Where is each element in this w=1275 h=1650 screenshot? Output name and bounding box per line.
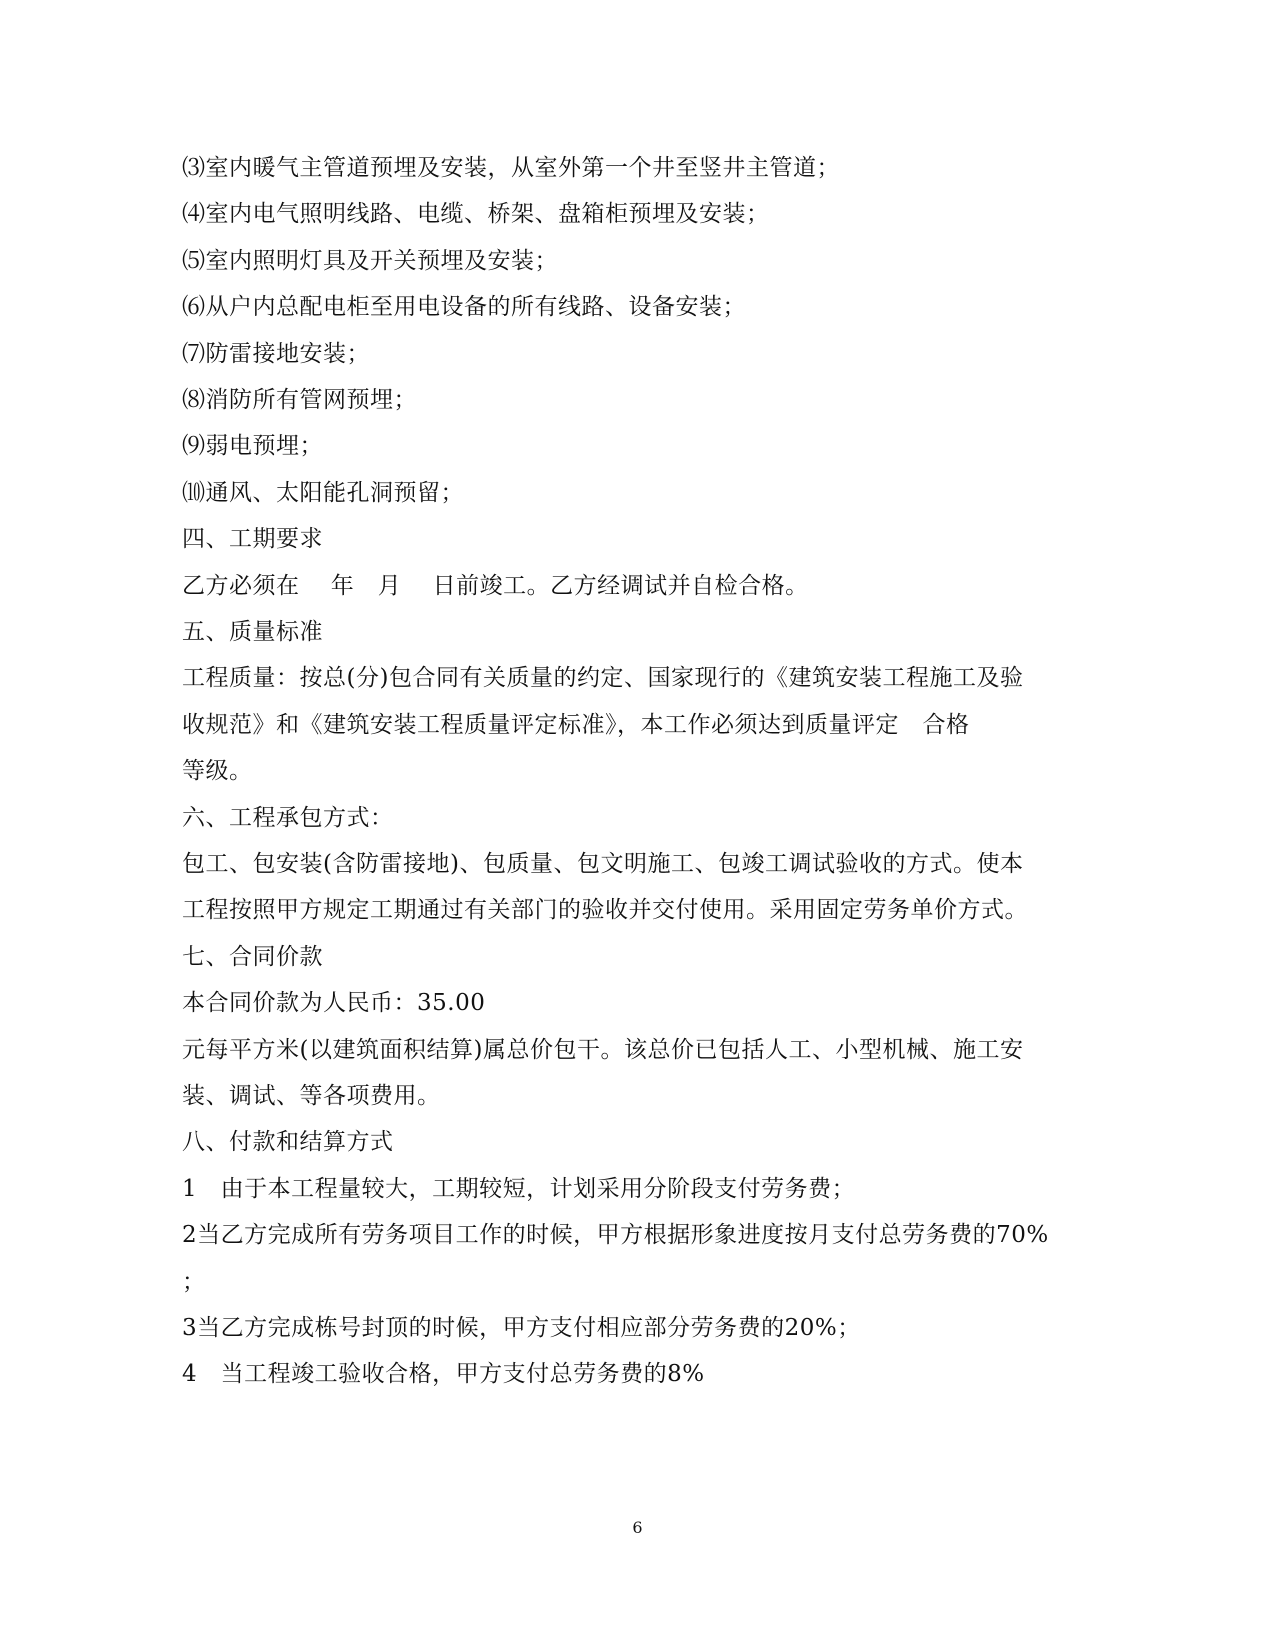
text-line: 装、调试、等各项费用。 <box>182 1083 441 1109</box>
text-line: 等级。 <box>182 758 253 784</box>
text-line: 1 由于本工程量较大，工期较短，计划采用分阶段支付劳务费； <box>182 1176 856 1202</box>
text-line: 元每平方米(以建筑面积结算)属总价包干。该总价已包括人工、小型机械、施工安 <box>182 1037 1024 1063</box>
section-heading: 五、质量标准 <box>182 619 323 645</box>
text-line: ⑹从户内总配电柜至用电设备的所有线路、设备安装； <box>182 294 746 320</box>
section-heading: 六、工程承包方式： <box>182 805 394 831</box>
section-heading: 七、合同价款 <box>182 944 323 970</box>
text-line: ⑷室内电气照明线路、电缆、桥架、盘箱柜预埋及安装； <box>182 201 770 227</box>
text-line: ⑸室内照明灯具及开关预埋及安装； <box>182 248 558 274</box>
section-heading: 四、工期要求 <box>182 526 323 552</box>
text-line: ⑽通风、太阳能孔洞预留； <box>182 480 464 506</box>
text-line: 包工、包安装(含防雷接地)、包质量、包文明施工、包竣工调试验收的方式。使本 <box>182 851 1024 877</box>
text-line: 2当乙方完成所有劳务项目工作的时候，甲方根据形象进度按月支付总劳务费的70% <box>182 1222 1049 1248</box>
text-line: 乙方必须在 年 月 日前竣工。乙方经调试并自检合格。 <box>182 573 809 599</box>
section-heading: 八、付款和结算方式 <box>182 1129 394 1155</box>
text-line: 工程按照甲方规定工期通过有关部门的验收并交付使用。采用固定劳务单价方式。 <box>182 897 1028 923</box>
text-line: ⑺防雷接地安装； <box>182 341 370 367</box>
text-line: 收规范》和《建筑安装工程质量评定标准》，本工作必须达到质量评定 合格 <box>182 712 970 738</box>
text-line: 4 当工程竣工验收合格，甲方支付总劳务费的8% <box>182 1361 705 1387</box>
page-number: 6 <box>632 1518 643 1537</box>
text-line: 3当乙方完成栋号封顶的时候，甲方支付相应部分劳务费的20%； <box>182 1315 861 1341</box>
text-line: ⑻消防所有管网预埋； <box>182 387 417 413</box>
text-line: 工程质量：按总(分)包合同有关质量的约定、国家现行的《建筑安装工程施工及验 <box>182 665 1024 691</box>
text-line: ⑶室内暖气主管道预埋及安装，从室外第一个井至竖井主管道； <box>182 155 840 181</box>
text-line: 本合同价款为人民币：35.00 <box>182 990 486 1016</box>
text-line: ⑼弱电预埋； <box>182 433 323 459</box>
text-line: ； <box>182 1269 206 1295</box>
